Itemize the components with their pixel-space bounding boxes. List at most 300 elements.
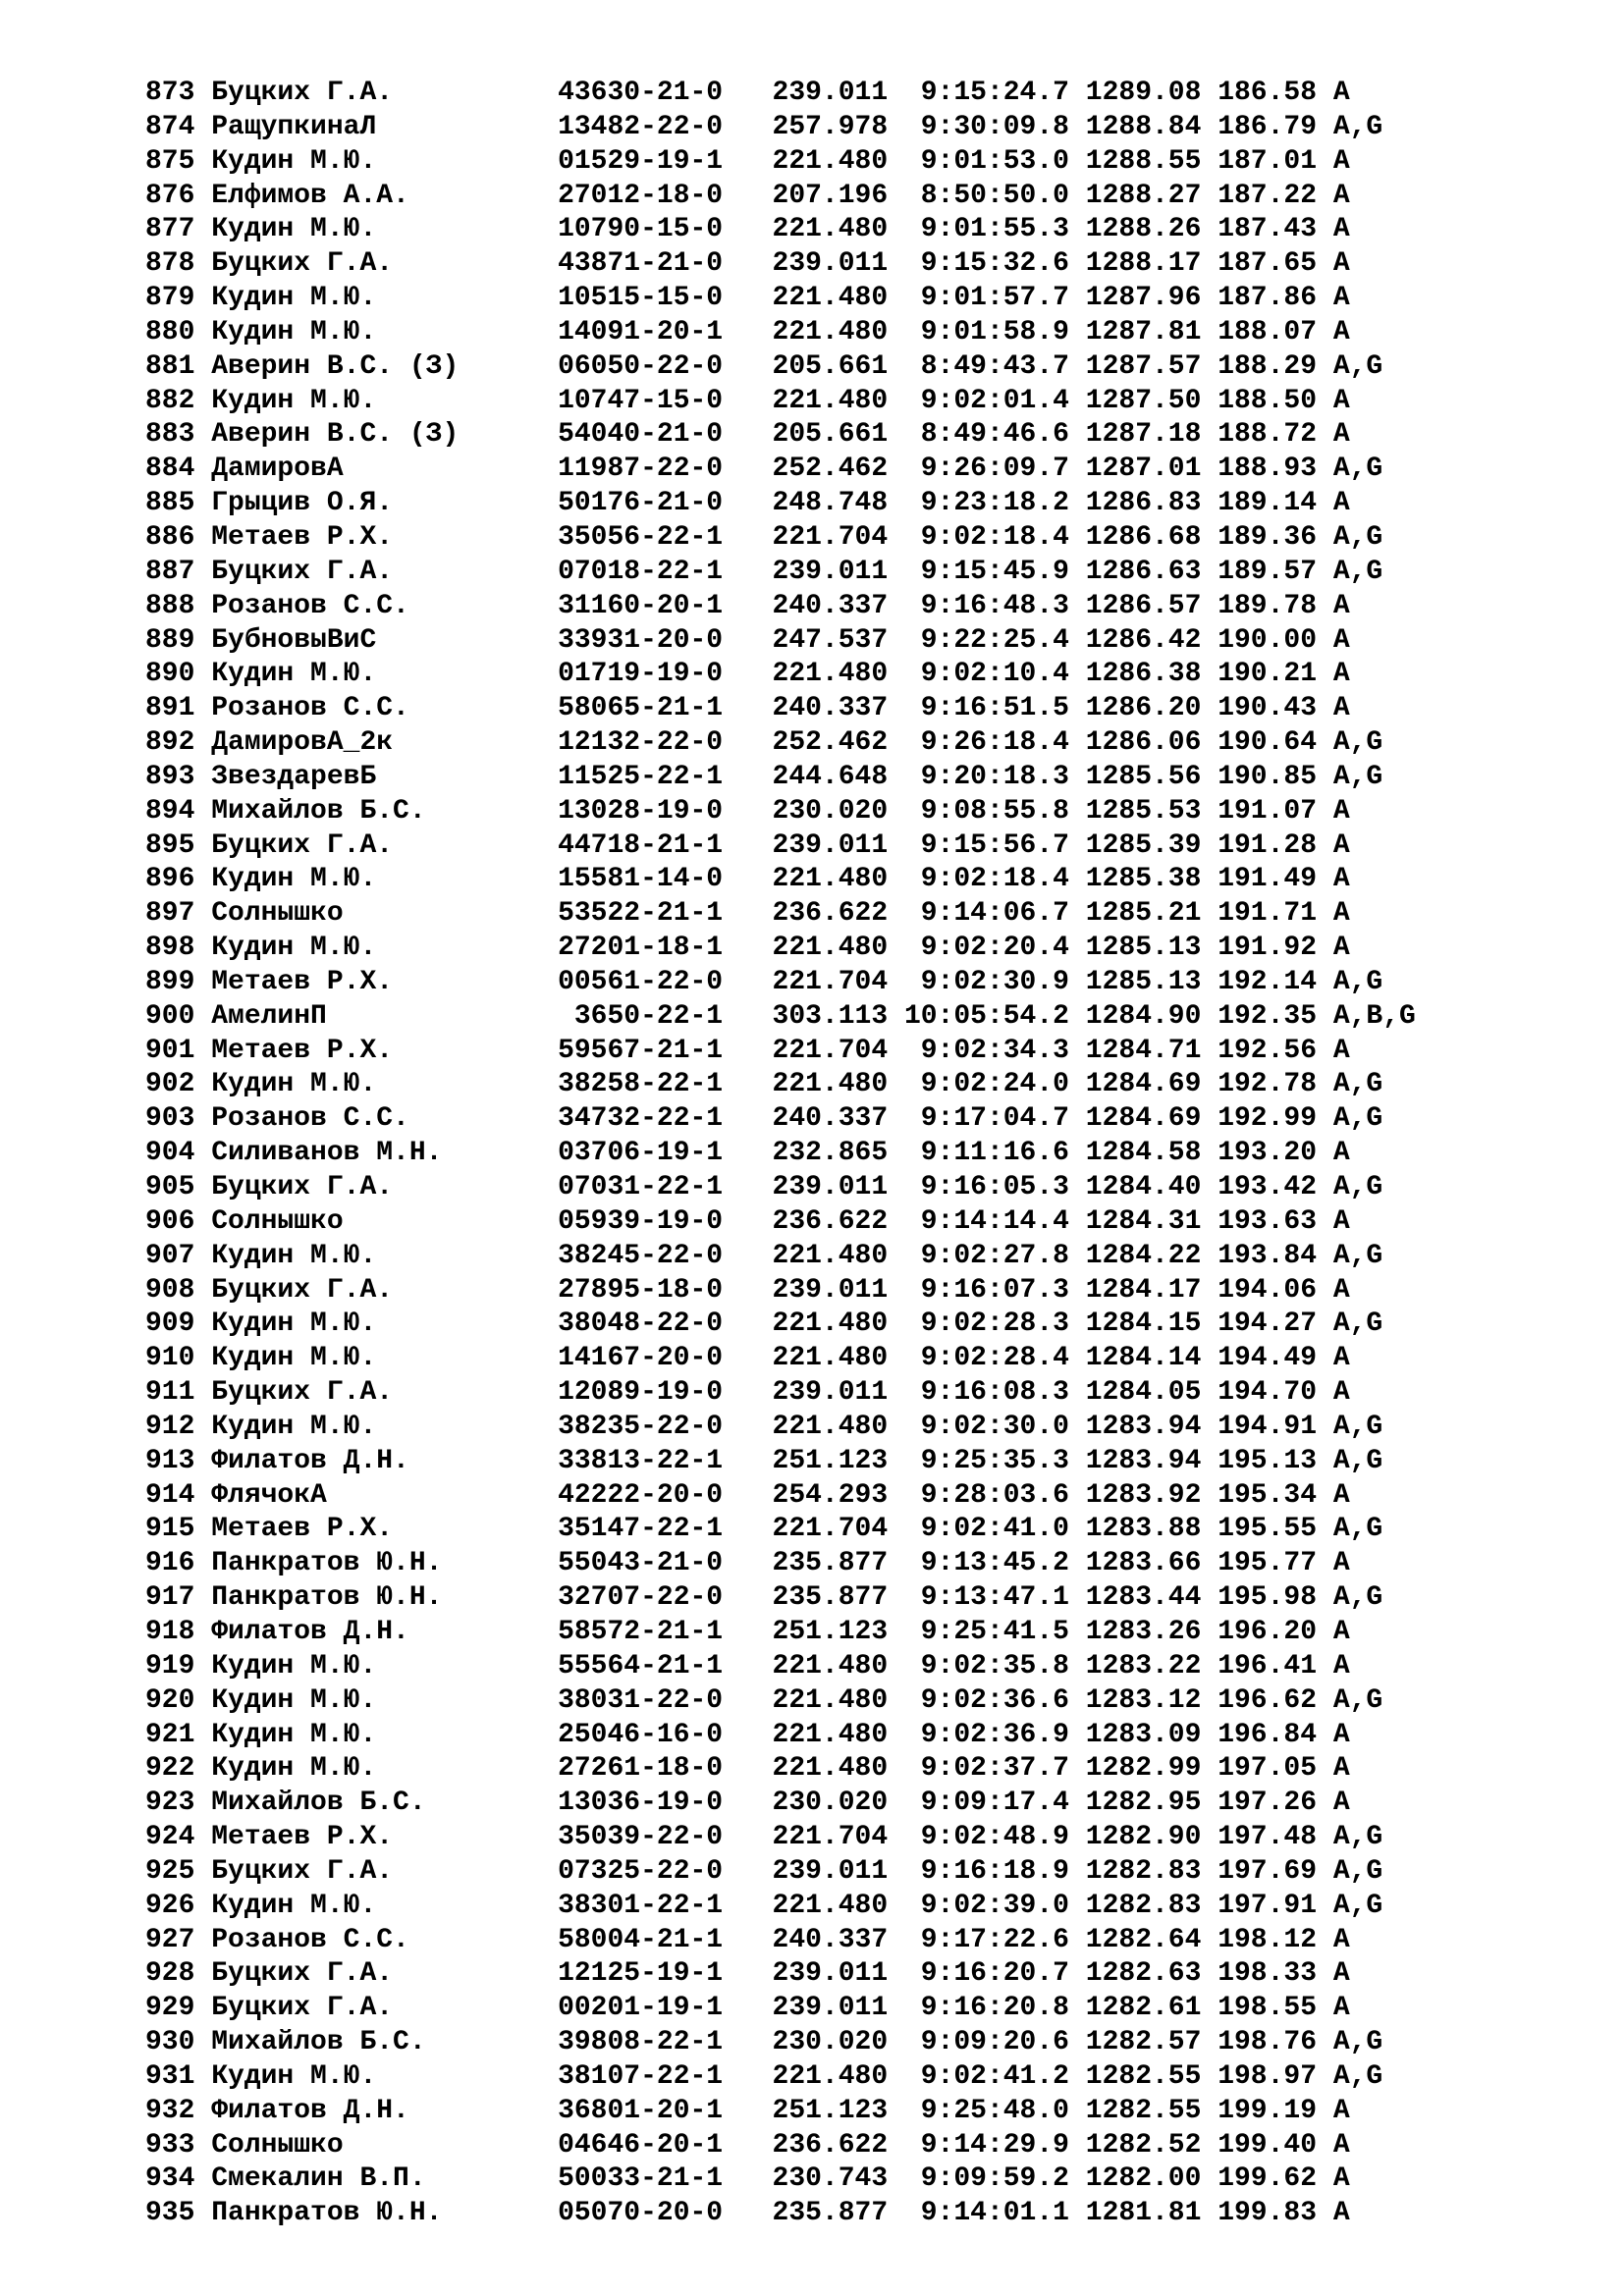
- cell-speed: 1283.44: [1085, 1582, 1218, 1614]
- cell-points: 188.93: [1218, 454, 1333, 485]
- cell-place: 931: [145, 2060, 212, 2092]
- cell-time: 9:26:09.7: [903, 454, 1086, 485]
- cell-id: 05070-20-0: [558, 2198, 773, 2229]
- cell-name: Кудин М.Ю.: [211, 385, 559, 416]
- result-row: [145, 350, 1598, 385]
- cell-distance: 207.196: [772, 180, 904, 211]
- cell-place: 926: [145, 1890, 212, 1921]
- cell-place: 883: [145, 419, 212, 451]
- cell-name: Метаев Р.Х.: [211, 1514, 559, 1545]
- result-row: [145, 1752, 1598, 1787]
- cell-points: 192.78: [1218, 1069, 1333, 1100]
- cell-id: 13482-22-0: [558, 111, 773, 142]
- result-row: [145, 316, 1598, 350]
- cell-points: 189.14: [1218, 488, 1333, 519]
- cell-distance: 221.480: [772, 1719, 904, 1750]
- cell-speed: 1284.40: [1085, 1172, 1218, 1202]
- cell-points: 197.91: [1218, 1890, 1333, 1921]
- cell-speed: 1285.56: [1085, 761, 1218, 792]
- cell-place: 932: [145, 2095, 212, 2126]
- result-row: [145, 692, 1598, 726]
- cell-distance: 221.480: [772, 283, 904, 314]
- cell-place: 884: [145, 454, 212, 485]
- cell-speed: 1284.31: [1085, 1205, 1218, 1237]
- cell-points: 197.48: [1218, 1822, 1333, 1853]
- cell-time: 9:01:57.7: [903, 283, 1086, 314]
- cell-distance: 252.462: [772, 454, 904, 485]
- cell-name: Кудин М.Ю.: [211, 1343, 559, 1374]
- cell-name: Михайлов Б.С.: [211, 795, 559, 827]
- cell-speed: 1282.95: [1085, 1788, 1218, 1819]
- cell-place: 901: [145, 1035, 212, 1066]
- cell-points: 195.13: [1218, 1445, 1333, 1476]
- result-row: [145, 1411, 1598, 1445]
- cell-points: 198.55: [1218, 1993, 1333, 2024]
- result-row: [145, 2060, 1598, 2095]
- cell-points: 192.35: [1218, 1000, 1333, 1032]
- cell-id: 50176-21-0: [558, 488, 773, 519]
- cell-name: Кудин М.Ю.: [211, 1650, 559, 1682]
- result-row: [145, 77, 1598, 111]
- cell-place: 908: [145, 1274, 212, 1306]
- cell-distance: 235.877: [772, 1582, 904, 1614]
- cell-name: Розанов С.С.: [211, 1103, 559, 1135]
- cell-distance: 205.661: [772, 350, 904, 382]
- cell-flags: A,G: [1332, 2060, 1383, 2092]
- cell-flags: A,G: [1332, 1684, 1383, 1716]
- cell-place: 914: [145, 1479, 212, 1511]
- cell-distance: 239.011: [772, 556, 904, 587]
- cell-place: 924: [145, 1822, 212, 1853]
- cell-id: 01529-19-1: [558, 145, 773, 177]
- cell-time: 9:02:24.0: [903, 1069, 1086, 1100]
- cell-place: 902: [145, 1069, 212, 1100]
- cell-time: 9:16:20.8: [903, 1993, 1086, 2024]
- cell-flags: A: [1332, 1788, 1350, 1819]
- cell-distance: 221.480: [772, 933, 904, 964]
- cell-name: Смекалин В.П.: [211, 2163, 559, 2195]
- cell-name: Буцких Г.А.: [211, 248, 559, 280]
- cell-name: Елфимов А.А.: [211, 180, 559, 211]
- cell-id: 38235-22-0: [558, 1411, 773, 1442]
- cell-distance: 221.480: [772, 1684, 904, 1716]
- cell-name: Кудин М.Ю.: [211, 1753, 559, 1785]
- result-row: [145, 624, 1598, 659]
- cell-speed: 1284.71: [1085, 1035, 1218, 1066]
- cell-time: 9:16:51.5: [903, 693, 1086, 724]
- cell-distance: 235.877: [772, 2198, 904, 2229]
- cell-distance: 239.011: [772, 1172, 904, 1202]
- cell-speed: 1285.13: [1085, 933, 1218, 964]
- cell-distance: 236.622: [772, 1205, 904, 1237]
- result-row: [145, 1000, 1598, 1035]
- cell-place: 876: [145, 180, 212, 211]
- cell-points: 188.29: [1218, 350, 1333, 382]
- cell-flags: A,G: [1332, 1308, 1383, 1340]
- cell-time: 9:15:32.6: [903, 248, 1086, 280]
- cell-place: 929: [145, 1993, 212, 2024]
- cell-flags: A: [1332, 1274, 1350, 1306]
- cell-time: 9:02:35.8: [903, 1650, 1086, 1682]
- cell-speed: 1285.13: [1085, 966, 1218, 997]
- cell-flags: A,G: [1332, 1069, 1383, 1100]
- cell-name: Буцких Г.А.: [211, 1958, 559, 1990]
- cell-id: 53522-21-1: [558, 898, 773, 930]
- cell-name: БубновыВиС: [211, 624, 559, 656]
- cell-speed: 1282.83: [1085, 1890, 1218, 1921]
- cell-distance: 254.293: [772, 1479, 904, 1511]
- cell-place: 899: [145, 966, 212, 997]
- cell-place: 935: [145, 2198, 212, 2229]
- cell-points: 187.01: [1218, 145, 1333, 177]
- cell-time: 9:14:01.1: [903, 2198, 1086, 2229]
- cell-speed: 1282.90: [1085, 1822, 1218, 1853]
- result-row: [145, 385, 1598, 419]
- cell-time: 9:02:41.0: [903, 1514, 1086, 1545]
- cell-id: 55043-21-0: [558, 1548, 773, 1579]
- cell-id: 31160-20-1: [558, 590, 773, 621]
- cell-id: 12125-19-1: [558, 1958, 773, 1990]
- cell-place: 920: [145, 1684, 212, 1716]
- result-row: [145, 247, 1598, 282]
- cell-speed: 1286.20: [1085, 693, 1218, 724]
- cell-place: 933: [145, 2129, 212, 2161]
- cell-id: 38301-22-1: [558, 1890, 773, 1921]
- cell-flags: A,G: [1332, 1582, 1383, 1614]
- cell-points: 198.12: [1218, 1924, 1333, 1955]
- cell-speed: 1287.50: [1085, 385, 1218, 416]
- cell-name: Кудин М.Ю.: [211, 933, 559, 964]
- cell-points: 194.91: [1218, 1411, 1333, 1442]
- cell-speed: 1283.88: [1085, 1514, 1218, 1545]
- cell-flags: A: [1332, 488, 1350, 519]
- cell-place: 915: [145, 1514, 212, 1545]
- cell-time: 9:02:37.7: [903, 1753, 1086, 1785]
- cell-place: 891: [145, 693, 212, 724]
- cell-flags: A: [1332, 624, 1350, 656]
- cell-flags: A: [1332, 933, 1350, 964]
- cell-points: 196.41: [1218, 1650, 1333, 1682]
- result-row: [145, 1787, 1598, 1821]
- cell-flags: A,G: [1332, 1445, 1383, 1476]
- cell-name: Кудин М.Ю.: [211, 659, 559, 690]
- cell-speed: 1283.92: [1085, 1479, 1218, 1511]
- cell-flags: A: [1332, 2129, 1350, 2161]
- cell-place: 892: [145, 727, 212, 759]
- result-row: [145, 1068, 1598, 1102]
- cell-time: 9:11:16.6: [903, 1138, 1086, 1169]
- cell-name: Буцких Г.А.: [211, 1172, 559, 1202]
- cell-name: Метаев Р.Х.: [211, 521, 559, 553]
- cell-speed: 1284.15: [1085, 1308, 1218, 1340]
- cell-name: Михайлов Б.С.: [211, 2027, 559, 2058]
- cell-place: 875: [145, 145, 212, 177]
- cell-time: 9:16:18.9: [903, 1855, 1086, 1887]
- cell-speed: 1284.14: [1085, 1343, 1218, 1374]
- result-row: [145, 1547, 1598, 1581]
- cell-id: 13028-19-0: [558, 795, 773, 827]
- cell-distance: 239.011: [772, 1958, 904, 1990]
- cell-time: 9:14:14.4: [903, 1205, 1086, 1237]
- cell-place: 894: [145, 795, 212, 827]
- cell-points: 191.07: [1218, 795, 1333, 827]
- cell-place: 878: [145, 248, 212, 280]
- cell-distance: 221.480: [772, 1411, 904, 1442]
- cell-id: 58065-21-1: [558, 693, 773, 724]
- cell-speed: 1283.12: [1085, 1684, 1218, 1716]
- cell-time: 9:16:07.3: [903, 1274, 1086, 1306]
- cell-time: 9:09:20.6: [903, 2027, 1086, 2058]
- cell-speed: 1284.22: [1085, 1240, 1218, 1271]
- cell-distance: 247.537: [772, 624, 904, 656]
- cell-time: 9:02:41.2: [903, 2060, 1086, 2092]
- cell-id: 27261-18-0: [558, 1753, 773, 1785]
- cell-speed: 1287.96: [1085, 283, 1218, 314]
- result-row: [145, 1137, 1598, 1171]
- result-row: [145, 1479, 1598, 1514]
- cell-time: 9:13:47.1: [903, 1582, 1086, 1614]
- cell-id: 04646-20-1: [558, 2129, 773, 2161]
- cell-name: Розанов С.С.: [211, 590, 559, 621]
- cell-flags: A,G: [1332, 727, 1383, 759]
- cell-time: 9:26:18.4: [903, 727, 1086, 759]
- cell-name: Буцких Г.А.: [211, 1993, 559, 2024]
- cell-distance: 251.123: [772, 1616, 904, 1647]
- cell-points: 186.58: [1218, 78, 1333, 108]
- cell-flags: A: [1332, 283, 1350, 314]
- cell-flags: A: [1332, 419, 1350, 451]
- cell-time: 9:20:18.3: [903, 761, 1086, 792]
- cell-flags: A: [1332, 1377, 1350, 1409]
- cell-name: ДамировА_2к: [211, 727, 559, 759]
- cell-place: 879: [145, 283, 212, 314]
- result-row: [145, 1171, 1598, 1205]
- cell-id: 38048-22-0: [558, 1308, 773, 1340]
- cell-flags: A: [1332, 1138, 1350, 1169]
- cell-time: 9:23:18.2: [903, 488, 1086, 519]
- cell-flags: A: [1332, 2198, 1350, 2229]
- cell-flags: A,G: [1332, 1822, 1383, 1853]
- cell-flags: A: [1332, 898, 1350, 930]
- cell-place: 905: [145, 1172, 212, 1202]
- cell-place: 877: [145, 214, 212, 245]
- cell-distance: 251.123: [772, 2095, 904, 2126]
- result-row: [145, 1240, 1598, 1274]
- cell-flags: A: [1332, 1719, 1350, 1750]
- cell-place: 918: [145, 1616, 212, 1647]
- cell-name: ФлячокА: [211, 1479, 559, 1511]
- result-row: [145, 213, 1598, 247]
- cell-place: 889: [145, 624, 212, 656]
- cell-flags: A,G: [1332, 761, 1383, 792]
- cell-time: 9:01:58.9: [903, 316, 1086, 347]
- cell-id: 14167-20-0: [558, 1343, 773, 1374]
- cell-place: 885: [145, 488, 212, 519]
- cell-name: Аверин В.С. (З): [211, 350, 559, 382]
- cell-distance: 251.123: [772, 1445, 904, 1476]
- cell-name: Буцких Г.А.: [211, 1274, 559, 1306]
- cell-points: 188.07: [1218, 316, 1333, 347]
- cell-distance: 230.020: [772, 2027, 904, 2058]
- cell-time: 9:30:09.8: [903, 111, 1086, 142]
- result-row: [145, 795, 1598, 829]
- cell-distance: 252.462: [772, 727, 904, 759]
- cell-distance: 221.480: [772, 864, 904, 895]
- result-row: [145, 1821, 1598, 1855]
- cell-time: 9:28:03.6: [903, 1479, 1086, 1511]
- cell-place: 912: [145, 1411, 212, 1442]
- cell-id: 27201-18-1: [558, 933, 773, 964]
- cell-speed: 1282.52: [1085, 2129, 1218, 2161]
- result-row: [145, 829, 1598, 864]
- cell-name: ЗвездаревБ: [211, 761, 559, 792]
- result-row: [145, 1650, 1598, 1684]
- cell-flags: A,G: [1332, 1103, 1383, 1135]
- cell-points: 191.28: [1218, 829, 1333, 861]
- cell-points: 191.92: [1218, 933, 1333, 964]
- cell-time: 9:14:29.9: [903, 2129, 1086, 2161]
- cell-points: 189.78: [1218, 590, 1333, 621]
- results-listing: [145, 77, 1598, 2231]
- result-row: [145, 1890, 1598, 1924]
- cell-place: 923: [145, 1788, 212, 1819]
- cell-place: 930: [145, 2027, 212, 2058]
- cell-place: 919: [145, 1650, 212, 1682]
- cell-points: 190.85: [1218, 761, 1333, 792]
- cell-id: 36801-20-1: [558, 2095, 773, 2126]
- cell-distance: 235.877: [772, 1548, 904, 1579]
- result-row: [145, 487, 1598, 521]
- cell-flags: A: [1332, 590, 1350, 621]
- cell-points: 195.55: [1218, 1514, 1333, 1545]
- cell-id: 07031-22-1: [558, 1172, 773, 1202]
- cell-points: 197.26: [1218, 1788, 1333, 1819]
- cell-speed: 1283.94: [1085, 1411, 1218, 1442]
- cell-id: 55564-21-1: [558, 1650, 773, 1682]
- cell-speed: 1286.63: [1085, 556, 1218, 587]
- cell-id: 44718-21-1: [558, 829, 773, 861]
- result-row: [145, 590, 1598, 624]
- result-row: [145, 1376, 1598, 1411]
- cell-flags: A,G: [1332, 521, 1383, 553]
- cell-time: 9:16:48.3: [903, 590, 1086, 621]
- cell-distance: 239.011: [772, 1377, 904, 1409]
- cell-place: 887: [145, 556, 212, 587]
- cell-flags: A,G: [1332, 2027, 1383, 2058]
- cell-points: 192.14: [1218, 966, 1333, 997]
- cell-flags: A: [1332, 1753, 1350, 1785]
- cell-place: 895: [145, 829, 212, 861]
- cell-time: 9:02:27.8: [903, 1240, 1086, 1271]
- result-row: [145, 1445, 1598, 1479]
- cell-name: Метаев Р.Х.: [211, 1035, 559, 1066]
- cell-distance: 221.480: [772, 145, 904, 177]
- cell-points: 199.19: [1218, 2095, 1333, 2126]
- result-row: [145, 418, 1598, 453]
- cell-name: Грыцив О.Я.: [211, 488, 559, 519]
- cell-id: 33813-22-1: [558, 1445, 773, 1476]
- cell-points: 191.71: [1218, 898, 1333, 930]
- cell-time: 10:05:54.2: [903, 1000, 1086, 1032]
- cell-name: Розанов С.С.: [211, 1924, 559, 1955]
- cell-points: 187.65: [1218, 248, 1333, 280]
- cell-points: 195.77: [1218, 1548, 1333, 1579]
- cell-place: 907: [145, 1240, 212, 1271]
- cell-flags: A: [1332, 1650, 1350, 1682]
- cell-distance: 236.622: [772, 898, 904, 930]
- result-row: [145, 897, 1598, 932]
- cell-id: 07325-22-0: [558, 1855, 773, 1887]
- cell-speed: 1285.53: [1085, 795, 1218, 827]
- cell-distance: 221.480: [772, 316, 904, 347]
- cell-flags: A: [1332, 795, 1350, 827]
- cell-points: 199.40: [1218, 2129, 1333, 2161]
- cell-time: 9:02:48.9: [903, 1822, 1086, 1853]
- cell-speed: 1282.00: [1085, 2163, 1218, 2195]
- cell-flags: A,G: [1332, 111, 1383, 142]
- cell-flags: A: [1332, 145, 1350, 177]
- cell-speed: 1286.57: [1085, 590, 1218, 621]
- cell-time: 9:16:05.3: [903, 1172, 1086, 1202]
- cell-points: 196.20: [1218, 1616, 1333, 1647]
- cell-id: 35039-22-0: [558, 1822, 773, 1853]
- cell-place: 874: [145, 111, 212, 142]
- cell-time: 9:25:35.3: [903, 1445, 1086, 1476]
- cell-speed: 1286.38: [1085, 659, 1218, 690]
- result-row: [145, 726, 1598, 761]
- cell-speed: 1283.66: [1085, 1548, 1218, 1579]
- cell-distance: 236.622: [772, 2129, 904, 2161]
- cell-points: 195.98: [1218, 1582, 1333, 1614]
- cell-distance: 230.020: [772, 795, 904, 827]
- cell-points: 187.86: [1218, 283, 1333, 314]
- cell-points: 194.49: [1218, 1343, 1333, 1374]
- cell-id: 00201-19-1: [558, 1993, 773, 2024]
- cell-time: 9:02:01.4: [903, 385, 1086, 416]
- result-row: [145, 453, 1598, 487]
- cell-speed: 1281.81: [1085, 2198, 1218, 2229]
- cell-flags: A: [1332, 385, 1350, 416]
- result-row: [145, 521, 1598, 556]
- cell-speed: 1283.94: [1085, 1445, 1218, 1476]
- cell-speed: 1289.08: [1085, 78, 1218, 108]
- cell-time: 9:02:28.3: [903, 1308, 1086, 1340]
- cell-speed: 1284.05: [1085, 1377, 1218, 1409]
- cell-speed: 1287.57: [1085, 350, 1218, 382]
- cell-id: 07018-22-1: [558, 556, 773, 587]
- result-row: [145, 1992, 1598, 2026]
- cell-id: 33931-20-0: [558, 624, 773, 656]
- cell-time: 9:15:24.7: [903, 78, 1086, 108]
- cell-speed: 1285.21: [1085, 898, 1218, 930]
- cell-id: 12089-19-0: [558, 1377, 773, 1409]
- cell-speed: 1288.17: [1085, 248, 1218, 280]
- cell-speed: 1282.55: [1085, 2095, 1218, 2126]
- cell-distance: 240.337: [772, 693, 904, 724]
- cell-flags: A: [1332, 1205, 1350, 1237]
- cell-name: Панкратов Ю.Н.: [211, 1582, 559, 1614]
- cell-name: Панкратов Ю.Н.: [211, 2198, 559, 2229]
- cell-distance: 239.011: [772, 829, 904, 861]
- cell-points: 193.42: [1218, 1172, 1333, 1202]
- cell-place: 911: [145, 1377, 212, 1409]
- cell-place: 898: [145, 933, 212, 964]
- cell-points: 188.72: [1218, 419, 1333, 451]
- cell-time: 9:02:10.4: [903, 659, 1086, 690]
- cell-points: 194.27: [1218, 1308, 1333, 1340]
- cell-flags: A: [1332, 1479, 1350, 1511]
- cell-flags: A,G: [1332, 1411, 1383, 1442]
